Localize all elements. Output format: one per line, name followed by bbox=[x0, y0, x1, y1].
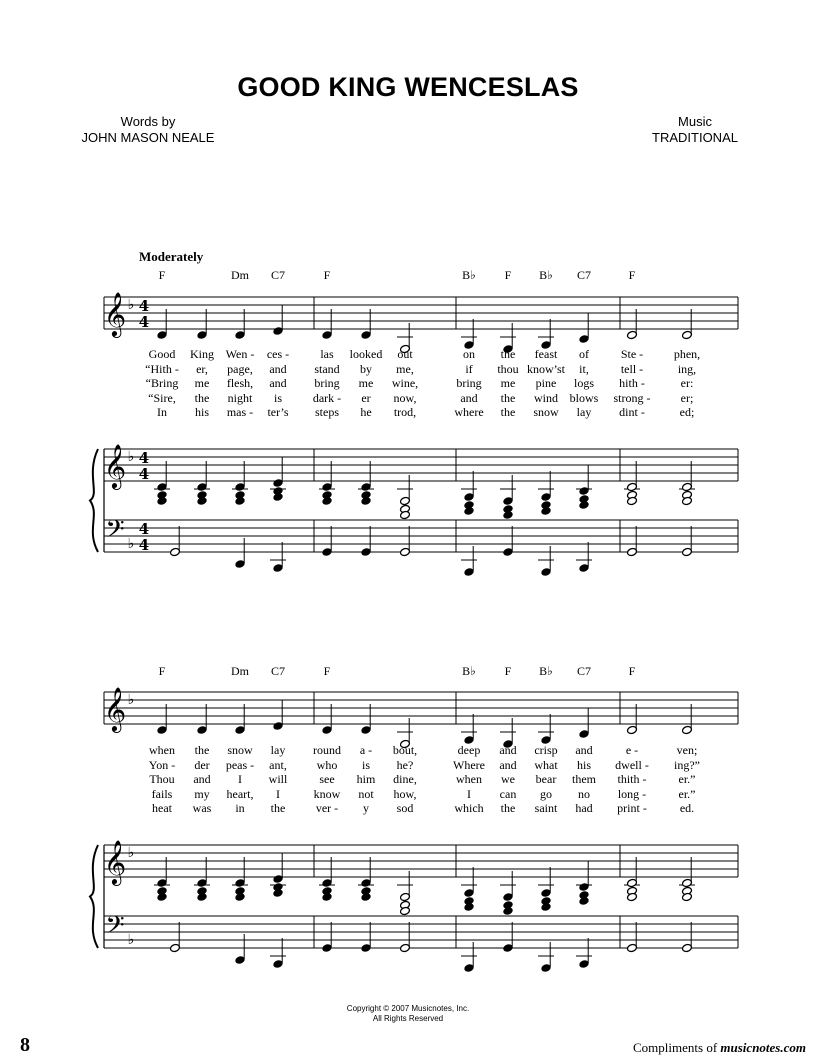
lyric-syllable: when bbox=[149, 743, 175, 757]
lyric-syllable: night bbox=[227, 390, 253, 405]
lyric-syllable: on bbox=[463, 347, 475, 361]
grand-staff-brace bbox=[90, 845, 98, 948]
chord-symbol: F bbox=[323, 268, 331, 282]
lyric-syllable: bear bbox=[535, 772, 557, 787]
treble-clef-icon: 𝄞 bbox=[103, 292, 127, 336]
lyric-syllable: looked bbox=[349, 347, 383, 361]
lyric-syllable: is bbox=[273, 390, 283, 405]
time-signature-top: 4 bbox=[138, 520, 150, 538]
words-by-label: Words by bbox=[120, 114, 176, 129]
lyric-syllable: y bbox=[363, 801, 369, 816]
bass-clef-icon: 𝄢 bbox=[105, 515, 125, 550]
lyric-syllable: bout, bbox=[392, 743, 418, 757]
lyric-syllable: er bbox=[361, 390, 371, 405]
composer-name: TRADITIONAL bbox=[652, 130, 738, 145]
lyric-syllable: the bbox=[500, 405, 516, 420]
lyric-syllable: he bbox=[360, 405, 372, 420]
lyric-syllable: “Sire, bbox=[148, 390, 176, 405]
lyric-syllable: now, bbox=[393, 390, 417, 405]
lyric-syllable: dark - bbox=[312, 390, 342, 405]
lyric-syllable: in bbox=[235, 801, 245, 816]
lyric-syllable: bring bbox=[314, 376, 340, 391]
lyric-syllable: blows bbox=[569, 390, 599, 405]
lyric-syllable: pine bbox=[535, 376, 557, 391]
lyric-syllable: print - bbox=[617, 801, 647, 816]
lyric-syllable: ver - bbox=[315, 801, 339, 816]
lyric-syllable: peas - bbox=[225, 757, 255, 772]
lyric-syllable: der bbox=[194, 757, 210, 772]
lyric-syllable: sod bbox=[396, 801, 414, 816]
lyric-syllable: ing, bbox=[677, 361, 697, 376]
lyric-syllable: Where bbox=[453, 757, 485, 772]
lyric-syllable: where bbox=[454, 405, 484, 420]
lyric-syllable: it, bbox=[579, 361, 589, 376]
lyric-syllable: not bbox=[358, 786, 374, 801]
lyric-syllable: “Bring bbox=[145, 376, 179, 391]
key-signature-flat-icon: ♭ bbox=[127, 297, 135, 313]
lyric-syllable: e - bbox=[625, 743, 639, 757]
lyric-syllable: stand bbox=[314, 361, 340, 376]
lyric-syllable: er; bbox=[680, 390, 694, 405]
time-signature-bottom: 4 bbox=[138, 313, 150, 331]
lyricist-name: JOHN MASON NEALE bbox=[81, 130, 215, 145]
bass-clef-icon: 𝄢 bbox=[105, 911, 125, 946]
key-signature-flat-icon: ♭ bbox=[127, 449, 135, 465]
lyric-syllable: see bbox=[319, 772, 335, 787]
lyric-syllable: he? bbox=[396, 757, 414, 772]
chord-symbol: C7 bbox=[270, 664, 286, 678]
lyric-syllable: thith - bbox=[617, 772, 647, 787]
lyric-syllable: saint bbox=[534, 801, 558, 816]
lyric-syllable: “Hith - bbox=[145, 361, 179, 376]
lyric-syllable: I bbox=[238, 772, 242, 787]
chord-symbol: Dm bbox=[231, 664, 249, 678]
lyric-syllable: ant, bbox=[269, 757, 287, 772]
time-signature-top: 4 bbox=[138, 449, 150, 467]
lyric-syllable: ter’s bbox=[267, 405, 289, 420]
chord-symbol: F bbox=[504, 664, 512, 678]
lyric-syllable: heat bbox=[152, 801, 172, 816]
lyric-syllable: him bbox=[356, 772, 376, 787]
lyric-syllable: ed. bbox=[679, 801, 695, 816]
lyric-syllable: who bbox=[316, 757, 338, 772]
lyric-syllable: trod, bbox=[393, 405, 417, 420]
lyric-syllable: feast bbox=[534, 347, 558, 361]
lyric-syllable: bring bbox=[456, 376, 482, 391]
lyric-syllable: can bbox=[499, 786, 517, 801]
lyric-syllable: if bbox=[465, 361, 473, 376]
chord-symbol: F bbox=[628, 664, 636, 678]
lyric-syllable: me bbox=[194, 376, 210, 391]
lyric-syllable: know bbox=[313, 786, 341, 801]
chord-symbol: F bbox=[323, 664, 331, 678]
lyric-syllable: ed; bbox=[679, 405, 695, 420]
lyric-syllable: the bbox=[500, 347, 516, 361]
lyric-syllable: dint - bbox=[619, 405, 645, 420]
lyric-syllable: and bbox=[269, 376, 287, 391]
lyric-syllable: ing?” bbox=[674, 757, 700, 772]
lyric-syllable: crisp bbox=[534, 743, 558, 757]
lyric-syllable: thou bbox=[497, 361, 519, 376]
lyric-syllable: me, bbox=[396, 361, 414, 376]
chord-symbol: B♭ bbox=[462, 268, 476, 282]
lyric-syllable: In bbox=[157, 405, 167, 420]
lyric-syllable: dwell - bbox=[615, 757, 649, 772]
compliments-label: Compliments of bbox=[633, 1040, 718, 1055]
lyric-syllable: hith - bbox=[619, 376, 645, 391]
lyric-syllable: me bbox=[500, 376, 516, 391]
key-signature-flat-icon: ♭ bbox=[127, 932, 135, 948]
lyric-syllable: go bbox=[540, 786, 552, 801]
lyric-syllable: long - bbox=[617, 786, 647, 801]
lyric-syllable: when bbox=[456, 772, 482, 787]
lyric-syllable: the bbox=[270, 801, 286, 816]
lyric-syllable: logs bbox=[573, 376, 595, 391]
lyric-syllable: had bbox=[575, 801, 593, 816]
compliments-footer bbox=[633, 1040, 806, 1056]
lyric-syllable: ven; bbox=[676, 743, 698, 757]
lyric-syllable: I bbox=[467, 786, 471, 801]
tempo-marking: Moderately bbox=[139, 249, 204, 264]
lyric-syllable: and bbox=[499, 743, 517, 757]
lyric-syllable: mas - bbox=[226, 405, 254, 420]
lyric-syllable: flesh, bbox=[226, 376, 254, 391]
time-signature-top: 4 bbox=[138, 297, 150, 315]
lyric-syllable: lay bbox=[270, 743, 286, 757]
lyric-syllable: and bbox=[460, 390, 478, 405]
lyric-syllable: and bbox=[499, 757, 517, 772]
chord-symbol: C7 bbox=[576, 664, 592, 678]
lyric-syllable: his bbox=[194, 405, 210, 420]
lyric-syllable: Thou bbox=[149, 772, 175, 787]
chord-symbol: F bbox=[504, 268, 512, 282]
lyric-syllable: phen, bbox=[673, 347, 701, 361]
lyric-syllable: me bbox=[358, 376, 374, 391]
song-title: GOOD KING WENCESLAS bbox=[237, 72, 579, 102]
lyric-syllable: dine, bbox=[393, 772, 417, 787]
lyric-syllable: will bbox=[268, 772, 288, 787]
lyric-syllable: and bbox=[575, 743, 593, 757]
lyric-syllable: by bbox=[360, 361, 372, 376]
lyric-syllable: Yon - bbox=[148, 757, 176, 772]
key-signature-flat-icon: ♭ bbox=[127, 845, 135, 861]
treble-clef-icon: 𝄞 bbox=[103, 687, 127, 731]
chord-symbol: C7 bbox=[270, 268, 286, 282]
lyric-syllable: I bbox=[276, 786, 280, 801]
lyric-syllable: how, bbox=[393, 786, 417, 801]
lyric-syllable: er: bbox=[680, 376, 694, 391]
lyric-syllable: Ste - bbox=[620, 347, 644, 361]
lyric-syllable: a - bbox=[359, 743, 373, 757]
music-label: Music bbox=[678, 114, 712, 129]
lyric-syllable: heart, bbox=[226, 786, 254, 801]
key-signature-flat-icon: ♭ bbox=[127, 536, 135, 552]
treble-clef-icon: 𝄞 bbox=[103, 444, 127, 488]
lyric-syllable: strong - bbox=[613, 390, 651, 405]
chord-symbol: F bbox=[158, 664, 166, 678]
copyright-line: Copyright © 2007 Musicnotes, Inc. bbox=[346, 1004, 470, 1013]
lyric-syllable: ces - bbox=[266, 347, 290, 361]
lyric-syllable: is bbox=[361, 757, 371, 772]
lyric-syllable: Good bbox=[148, 347, 176, 361]
grand-staff-brace bbox=[90, 449, 98, 552]
page-mark: 8 bbox=[20, 1034, 30, 1056]
lyric-syllable: and bbox=[193, 772, 211, 787]
lyric-syllable: Wen - bbox=[225, 347, 255, 361]
chord-symbol: Dm bbox=[231, 268, 249, 282]
lyric-syllable: lay bbox=[576, 405, 592, 420]
lyric-syllable: er, bbox=[196, 361, 208, 376]
treble-clef-icon: 𝄞 bbox=[103, 840, 127, 884]
lyric-syllable: steps bbox=[315, 405, 339, 420]
lyric-syllable: them bbox=[572, 772, 596, 787]
chord-symbol: B♭ bbox=[462, 664, 476, 678]
copyright-notice bbox=[0, 1004, 816, 1024]
lyric-syllable: what bbox=[534, 757, 558, 772]
lyric-syllable: out bbox=[397, 347, 413, 361]
lyric-syllable: his bbox=[576, 757, 592, 772]
lyric-syllable: the bbox=[194, 390, 210, 405]
lyric-syllable: deep bbox=[457, 743, 481, 757]
lyric-syllable: snow bbox=[227, 743, 253, 757]
chord-symbol: F bbox=[158, 268, 166, 282]
lyric-syllable: the bbox=[500, 390, 516, 405]
lyric-syllable: the bbox=[500, 801, 516, 816]
key-signature-flat-icon: ♭ bbox=[127, 692, 135, 708]
lyric-syllable: of bbox=[579, 347, 589, 361]
lyric-syllable: snow bbox=[533, 405, 559, 420]
chord-symbol: B♭ bbox=[539, 664, 553, 678]
time-signature-bottom: 4 bbox=[138, 536, 150, 554]
lyric-syllable: King bbox=[190, 347, 214, 361]
lyric-syllable: the bbox=[194, 743, 210, 757]
chord-symbol: B♭ bbox=[539, 268, 553, 282]
site-name: musicnotes.com bbox=[720, 1040, 806, 1055]
lyric-syllable: fails bbox=[151, 786, 173, 801]
lyric-syllable: page, bbox=[227, 361, 253, 376]
lyric-syllable: er.” bbox=[678, 772, 696, 787]
rights-line: All Rights Reserved bbox=[372, 1014, 444, 1023]
chord-symbol: F bbox=[628, 268, 636, 282]
lyric-syllable: my bbox=[194, 786, 210, 801]
lyric-syllable: er.” bbox=[678, 786, 696, 801]
chord-symbol: C7 bbox=[576, 268, 592, 282]
lyric-syllable: know’st bbox=[526, 361, 566, 376]
lyric-syllable: round bbox=[313, 743, 341, 757]
lyric-syllable: wine, bbox=[391, 376, 419, 391]
lyric-syllable: no bbox=[578, 786, 590, 801]
lyric-syllable: wind bbox=[534, 390, 558, 405]
lyric-syllable: tell - bbox=[620, 361, 644, 376]
lyric-syllable: las bbox=[320, 347, 334, 361]
lyric-syllable: and bbox=[269, 361, 287, 376]
time-signature-bottom: 4 bbox=[138, 465, 150, 483]
lyric-syllable: was bbox=[192, 801, 212, 816]
lyric-syllable: we bbox=[501, 772, 515, 787]
lyric-syllable: which bbox=[454, 801, 484, 816]
